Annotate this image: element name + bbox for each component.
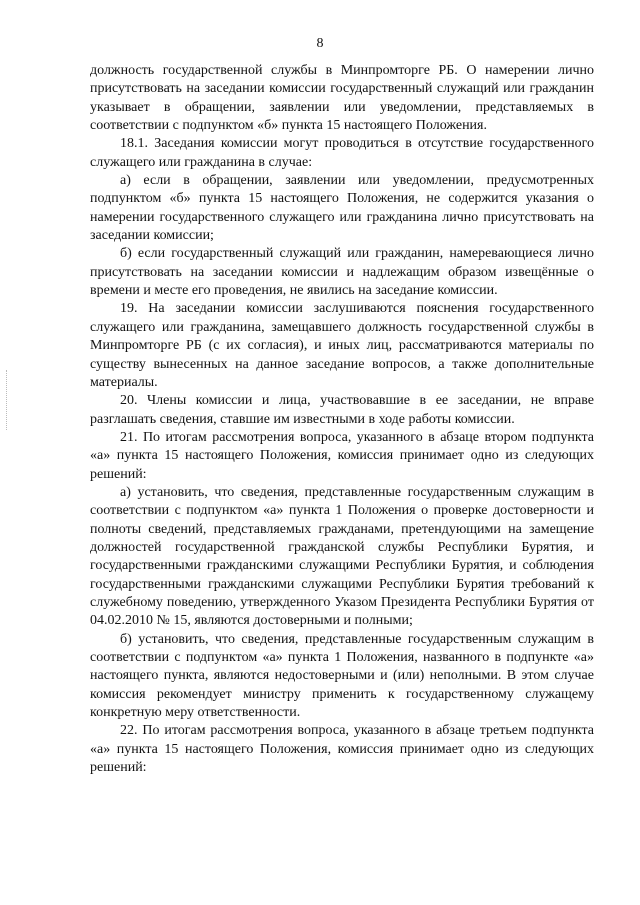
paragraph: должность государственной службы в Минпромторге РБ. О намерении лично присутствовать на заседании комиссии государственный служащий или гражданин указывает в обращении, заявлении или уведомлении, представляемых в соответствии с подпунктом «б» пункта 15 настоящего Положения. — [90, 63, 594, 134]
document-body — [90, 62, 594, 777]
paragraph: 22. По итогам рассмотрения вопроса, указанного в абзаце третьем подпункта «а» пункта 15 настоящего Положения, комиссия принимает одно из следующих решений: — [90, 723, 594, 776]
paragraph: а) установить, что сведения, представленные государственным служащим в соответствии с подпунктом «а» пункта 1 Положения о проверке достоверности и полноты сведений, представляемых гражданами, претендующими на замещение должностей государственной гражданской службы Республики Бурятия, и государственными гражданскими служащими Республики Бурятия, и соблюдения государственными гражданскими служащими Республики Бурятия требований к служебному поведению, утвержденного Указом Президента Республики Бурятия от 04.02.2010 № 15, являются достоверными и полными; — [90, 484, 594, 629]
paragraph: 21. По итогам рассмотрения вопроса, указанного в абзаце втором подпункта «а» пункта 15 настоящего Положения, комиссия принимает одно из следующих решений: — [90, 429, 594, 482]
paragraph: а) если в обращении, заявлении или уведомлении, предусмотренных подпунктом «б» пункта 15 настоящего Положения, не содержится указания о намерении государственного служащего или гражданина лично присутствовать на заседании комиссии; — [90, 173, 594, 244]
paragraph: б) установить, что сведения, представленные государственным служащим в соответствии с подпунктом «а» пункта 1 Положения, названного в подпункте «а» настоящего пункта, являются недостоверными и (или) неполными. В этом случае комиссия рекомендует министру применить к государственному служащему конкретную меру ответственности. — [90, 631, 594, 721]
page-number: 8 — [316, 36, 324, 51]
paragraph: 18.1. Заседания комиссии могут проводиться в отсутствие государственного служащего или гражданина в случае: — [90, 136, 594, 170]
paragraph: б) если государственный служащий или гражданин, намеревающиеся лично присутствовать на заседании комиссии и надлежащим образом извещённые о времени и месте его проведения, не явились на заседание комиссии. — [90, 246, 594, 299]
margin-scan-mark — [6, 370, 9, 430]
paragraph: 19. На заседании комиссии заслушиваются пояснения государственного служащего или гражданина, замещавшего должность государственной службы в Минпромторге РБ (с их согласия), и иных лиц, рассматриваются материалы по существу вынесенных на данное заседание вопросов, а также дополнительные материалы. — [90, 301, 594, 390]
paragraph: 20. Члены комиссии и лица, участвовавшие в ее заседании, не вправе разглашать сведения, ставшие им известными в ходе работы комиссии. — [90, 393, 594, 427]
